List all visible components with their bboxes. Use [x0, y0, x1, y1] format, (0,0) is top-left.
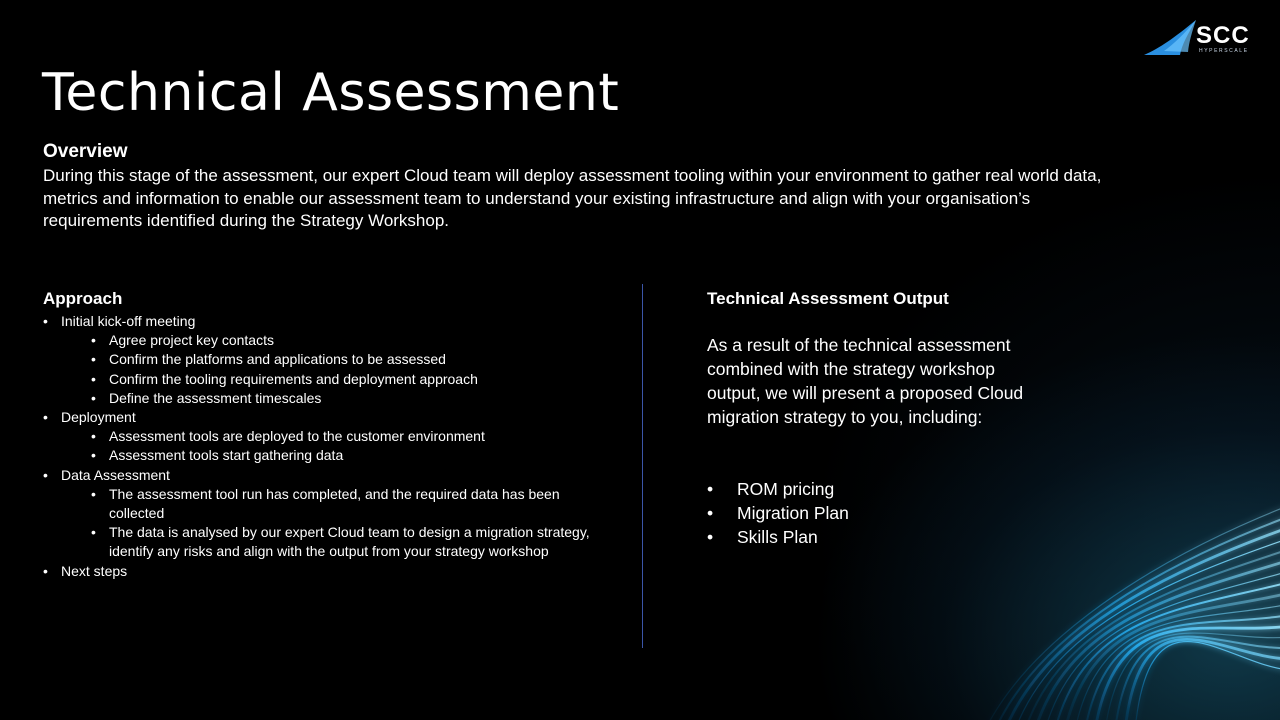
- approach-subitem: [43, 523, 633, 561]
- approach-item-label: Initial kick-off meeting: [61, 313, 196, 329]
- bullet: •: [707, 479, 714, 499]
- bullet: •: [91, 447, 96, 464]
- page-title: Technical Assessment: [42, 63, 620, 123]
- column-divider: [642, 284, 643, 648]
- output-item-label: Skills Plan: [737, 527, 818, 547]
- bullet: •: [91, 332, 96, 349]
- approach-subitem-label: Confirm the tooling requirements and deployment approach: [109, 370, 478, 387]
- output-list: [707, 477, 1007, 549]
- approach-list: [43, 312, 633, 581]
- bullet: •: [707, 503, 714, 523]
- logo-subtext: HYPERSCALE: [1199, 48, 1249, 54]
- scc-logo: [1142, 18, 1254, 58]
- logo-text: SCC: [1196, 22, 1250, 49]
- output-list-item: [707, 477, 1007, 501]
- bullet: •: [91, 524, 96, 541]
- approach-subitem: [43, 389, 633, 408]
- bullet: •: [43, 562, 48, 579]
- output-body: As a result of the technical assessment combined with the strategy workshop output, we will present a proposed Cloud migration strategy to you, including:: [707, 335, 1024, 427]
- approach-item: [43, 562, 633, 581]
- approach-subitem: [43, 370, 633, 389]
- bullet: •: [91, 428, 96, 445]
- bullet: •: [43, 409, 48, 426]
- approach-subitem: [43, 350, 633, 369]
- bullet: •: [91, 485, 96, 502]
- output-list-item: [707, 525, 1007, 549]
- bullet: •: [91, 389, 96, 406]
- bullet: •: [707, 527, 714, 547]
- output-list-item: [707, 501, 1007, 525]
- approach-subitem: [43, 427, 633, 446]
- approach-subitem-label: Confirm the platforms and applications to be assessed: [109, 351, 446, 368]
- output-heading: Technical Assessment Output: [707, 289, 949, 308]
- light-trail-line: [1125, 639, 1280, 720]
- overview-heading: Overview: [43, 141, 128, 162]
- approach-subitem-label: Assessment tools start gathering data: [109, 447, 344, 464]
- approach-item-label: Data Assessment: [61, 466, 170, 483]
- approach-subitem: [43, 446, 633, 465]
- approach-subitem-label: The assessment tool run has completed, and the required data has been collected: [109, 485, 560, 522]
- approach-subitem-label: Assessment tools are deployed to the customer environment: [109, 428, 485, 445]
- approach-subitem: [43, 485, 633, 523]
- approach-item: [43, 466, 633, 485]
- approach-item: [43, 408, 633, 427]
- overview-body: During this stage of the assessment, our expert Cloud team will deploy assessment tooling within your environment to gather real world data, metrics and information to enable our assessment team to understand your existing infrastructure and align with your organisation’s requirements identified during the Strategy Workshop.: [43, 166, 1102, 230]
- approach-heading: Approach: [43, 289, 123, 308]
- approach-subitem-label: Agree project key contacts: [109, 332, 274, 349]
- approach-item: [43, 312, 633, 331]
- bullet: •: [43, 313, 48, 329]
- output-item-label: ROM pricing: [737, 479, 835, 499]
- approach-subitem-label: Define the assessment timescales: [109, 389, 322, 406]
- bullet: •: [43, 466, 48, 483]
- approach-subitem: [43, 331, 633, 350]
- bullet: •: [91, 370, 96, 387]
- bullet: •: [91, 351, 96, 368]
- approach-subitem-label: The data is analysed by our expert Cloud team to design a migration strategy, identify any risks and align with the output from your strategy workshop: [109, 524, 590, 560]
- approach-item-label: Next steps: [61, 562, 128, 579]
- approach-item-label: Deployment: [61, 409, 136, 426]
- scc-swoosh-logo-icon: [1142, 18, 1198, 58]
- output-item-label: Migration Plan: [737, 503, 849, 523]
